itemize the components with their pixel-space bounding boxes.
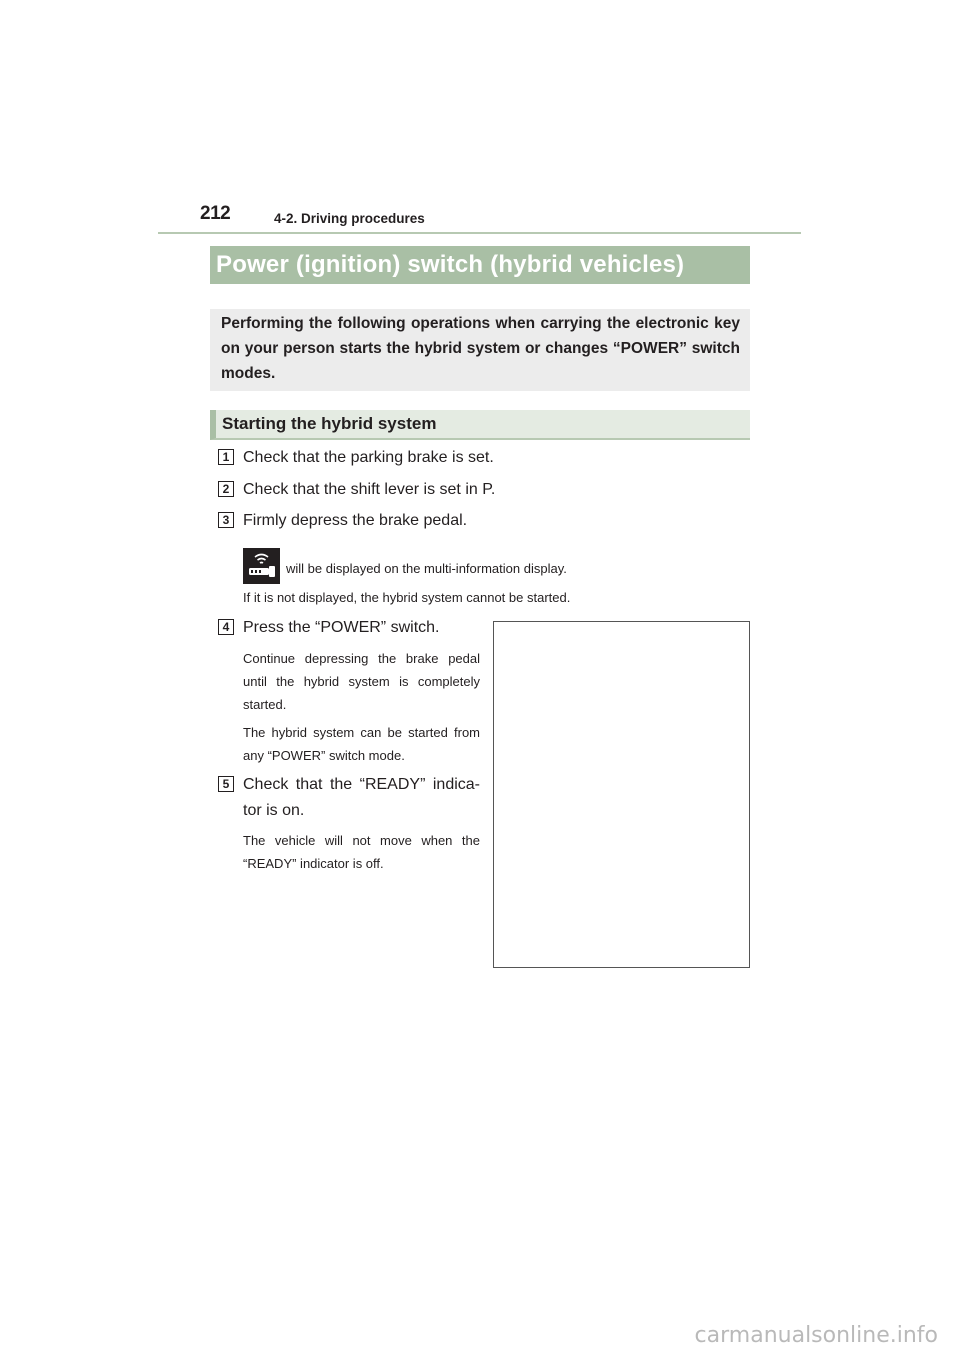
page-number: 212 — [200, 203, 231, 224]
step-text-2: Check that the shift lever is set in P. — [243, 481, 496, 498]
step-number-4: 4 — [218, 619, 234, 635]
step-number-1: 1 — [218, 449, 234, 465]
continue-note: Continue depressing the brake pedal until the hybrid system is completely started. — [243, 651, 480, 712]
smart-key-indicator-icon — [243, 548, 280, 584]
watermark: carmanualsonline.info — [694, 1323, 938, 1348]
ready-off-note: The vehicle will not move when the “READY” indicator is off. — [243, 833, 480, 871]
header-rule — [158, 232, 801, 234]
section-label: 4-2. Driving procedures — [274, 211, 425, 226]
step-text-4: Press the “POWER” switch. — [243, 619, 440, 636]
intro-text: Performing the following operations when carrying the electronic key on your person starts the hybrid system or changes “POWER” switch modes. — [221, 315, 740, 382]
any-mode-note: The hybrid system can be started from any “POWER” switch mode. — [243, 725, 480, 763]
icon-note: will be displayed on the multi-information display. — [286, 561, 567, 576]
step-number-5: 5 — [218, 776, 234, 792]
step-text-3: Firmly depress the brake pedal. — [243, 512, 468, 529]
step-text-1: Check that the parking brake is set. — [243, 449, 494, 466]
step-number-2: 2 — [218, 481, 234, 497]
not-displayed-note: If it is not displayed, the hybrid system cannot be started. — [243, 590, 571, 605]
step-number-3: 3 — [218, 512, 234, 528]
step-text-5: Check that the “READY” indica-tor is on. — [243, 776, 480, 819]
page-title: Power (ignition) switch (hybrid vehicles) — [210, 246, 750, 284]
illustration-frame — [493, 621, 750, 968]
subheading: Starting the hybrid system — [210, 410, 750, 440]
intro-box — [210, 309, 750, 391]
